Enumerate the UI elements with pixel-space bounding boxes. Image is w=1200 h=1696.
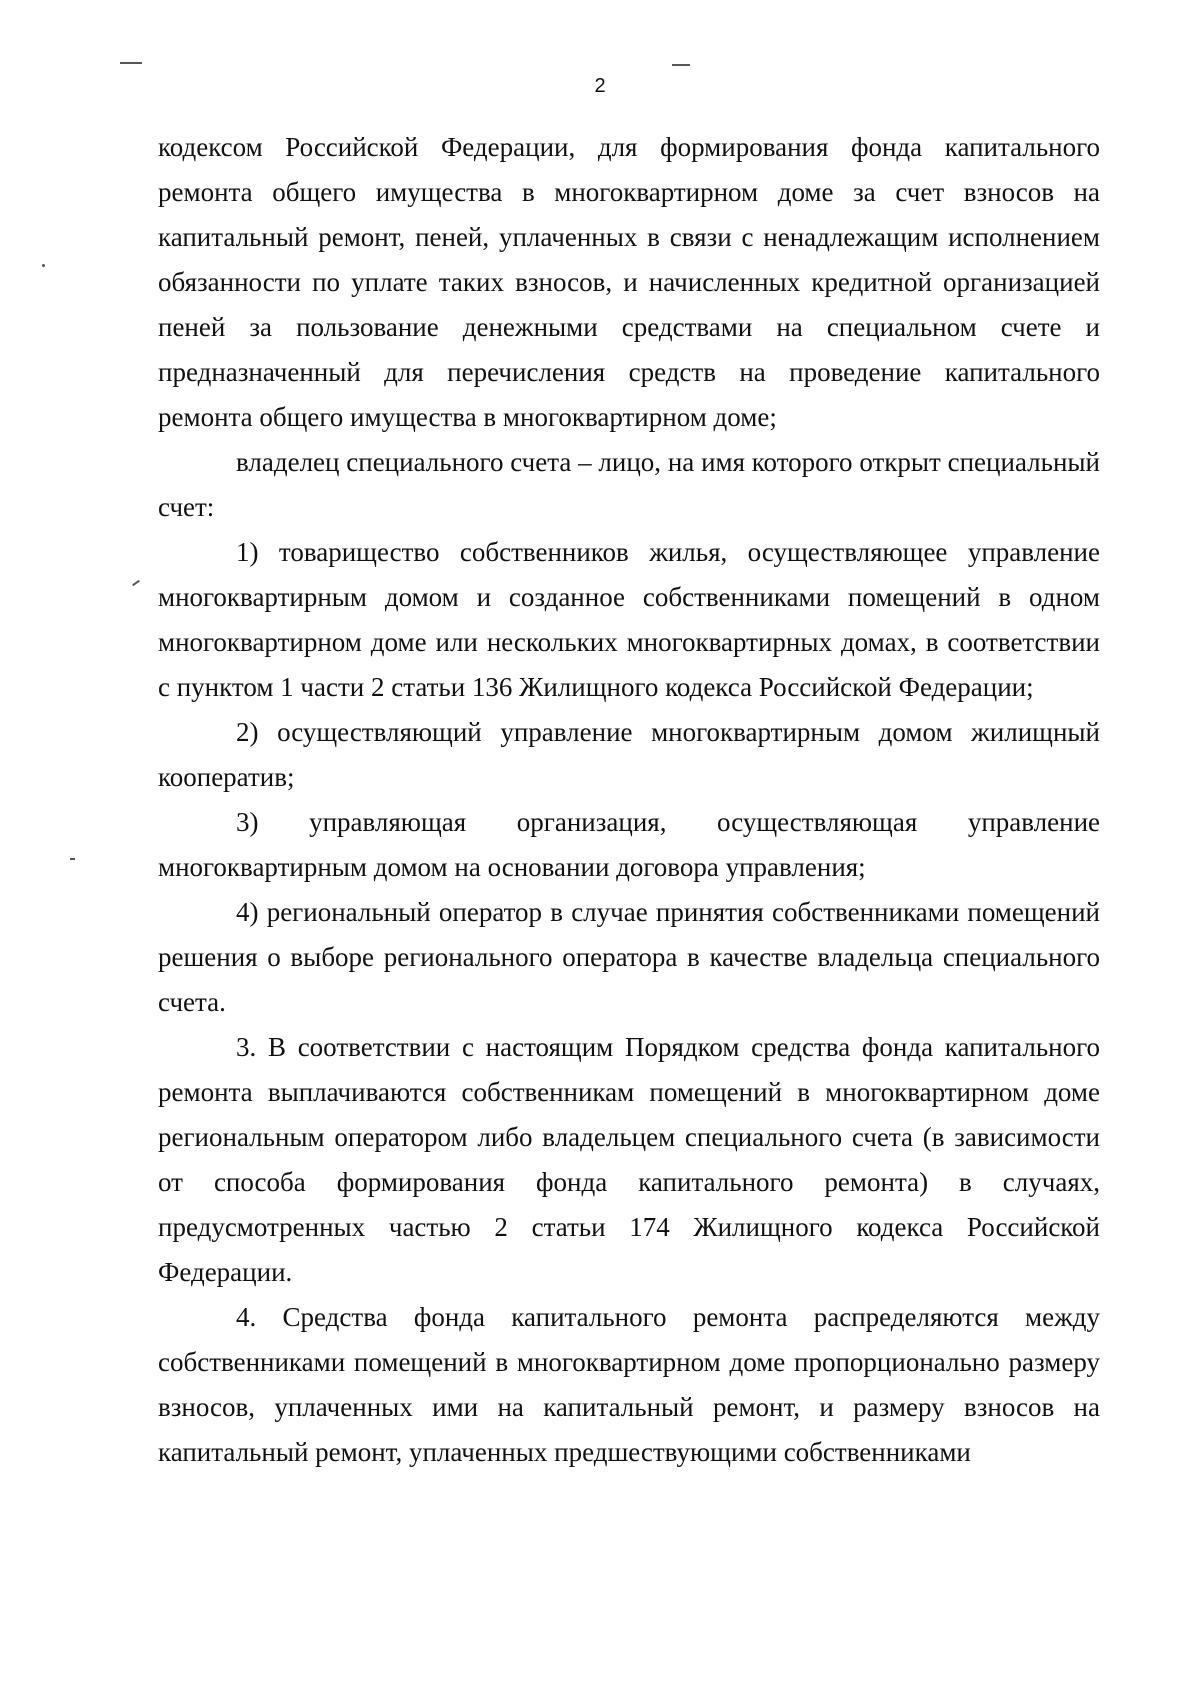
list-item-1: 1) товарищество собственников жилья, осуществляющее управление многоквартирным домом и созданное собственниками помещений в одном многоквартирном доме или нескольких многоквартирных домах, в соответствии с пунктом 1 части 2 статьи 136 Жилищного кодекса Российской Федерации; <box>158 537 1100 702</box>
scan-mark <box>132 580 140 586</box>
list-item-2: 2) осуществляющий управление многоквартирным домом жилищный кооператив; <box>158 717 1100 792</box>
scan-mark <box>120 62 142 64</box>
scan-mark <box>42 264 45 267</box>
list-item-4: 4) региональный оператор в случае принятия собственниками помещений решения о выборе регионального оператора в качестве владельца специального счета. <box>158 897 1100 1017</box>
page-number: 2 <box>594 75 606 97</box>
paragraph-definition-owner: владелец специального счета – лицо, на имя которого открыт специальный счет: <box>158 447 1100 522</box>
scan-mark <box>672 64 690 66</box>
document-body <box>158 125 1100 1475</box>
paragraph-section-3: 3. В соответствии с настоящим Порядком средства фонда капитального ремонта выплачиваются собственникам помещений в многоквартирном доме региональным оператором либо владельцем специального счета (в зависимости от способа формирования фонда капитального ремонта) в случаях, предусмотренных частью 2 статьи 174 Жилищного кодекса Российской Федерации. <box>158 1032 1100 1287</box>
list-item-3: 3) управляющая организация, осуществляющая управление многоквартирным домом на основании договора управления; <box>158 807 1100 882</box>
paragraph-section-4: 4. Средства фонда капитального ремонта распределяются между собственниками помещений в многоквартирном доме пропорционально размеру взносов, уплаченных ими на капитальный ремонт, и размеру взносов на капитальный ремонт, уплаченных предшествующими собственниками <box>158 1302 1100 1467</box>
scan-mark <box>70 858 75 860</box>
paragraph-continuation: кодексом Российской Федерации, для формирования фонда капитального ремонта общего имущества в многоквартирном доме за счет взносов на капитальный ремонт, пеней, уплаченных в связи с ненадлежащим исполнением обязанности по уплате таких взносов, и начисленных кредитной организацией пеней за пользование денежными средствами на специальном счете и предназначенный для перечисления средств на проведение капитального ремонта общего имущества в многоквартирном доме; <box>158 132 1100 432</box>
